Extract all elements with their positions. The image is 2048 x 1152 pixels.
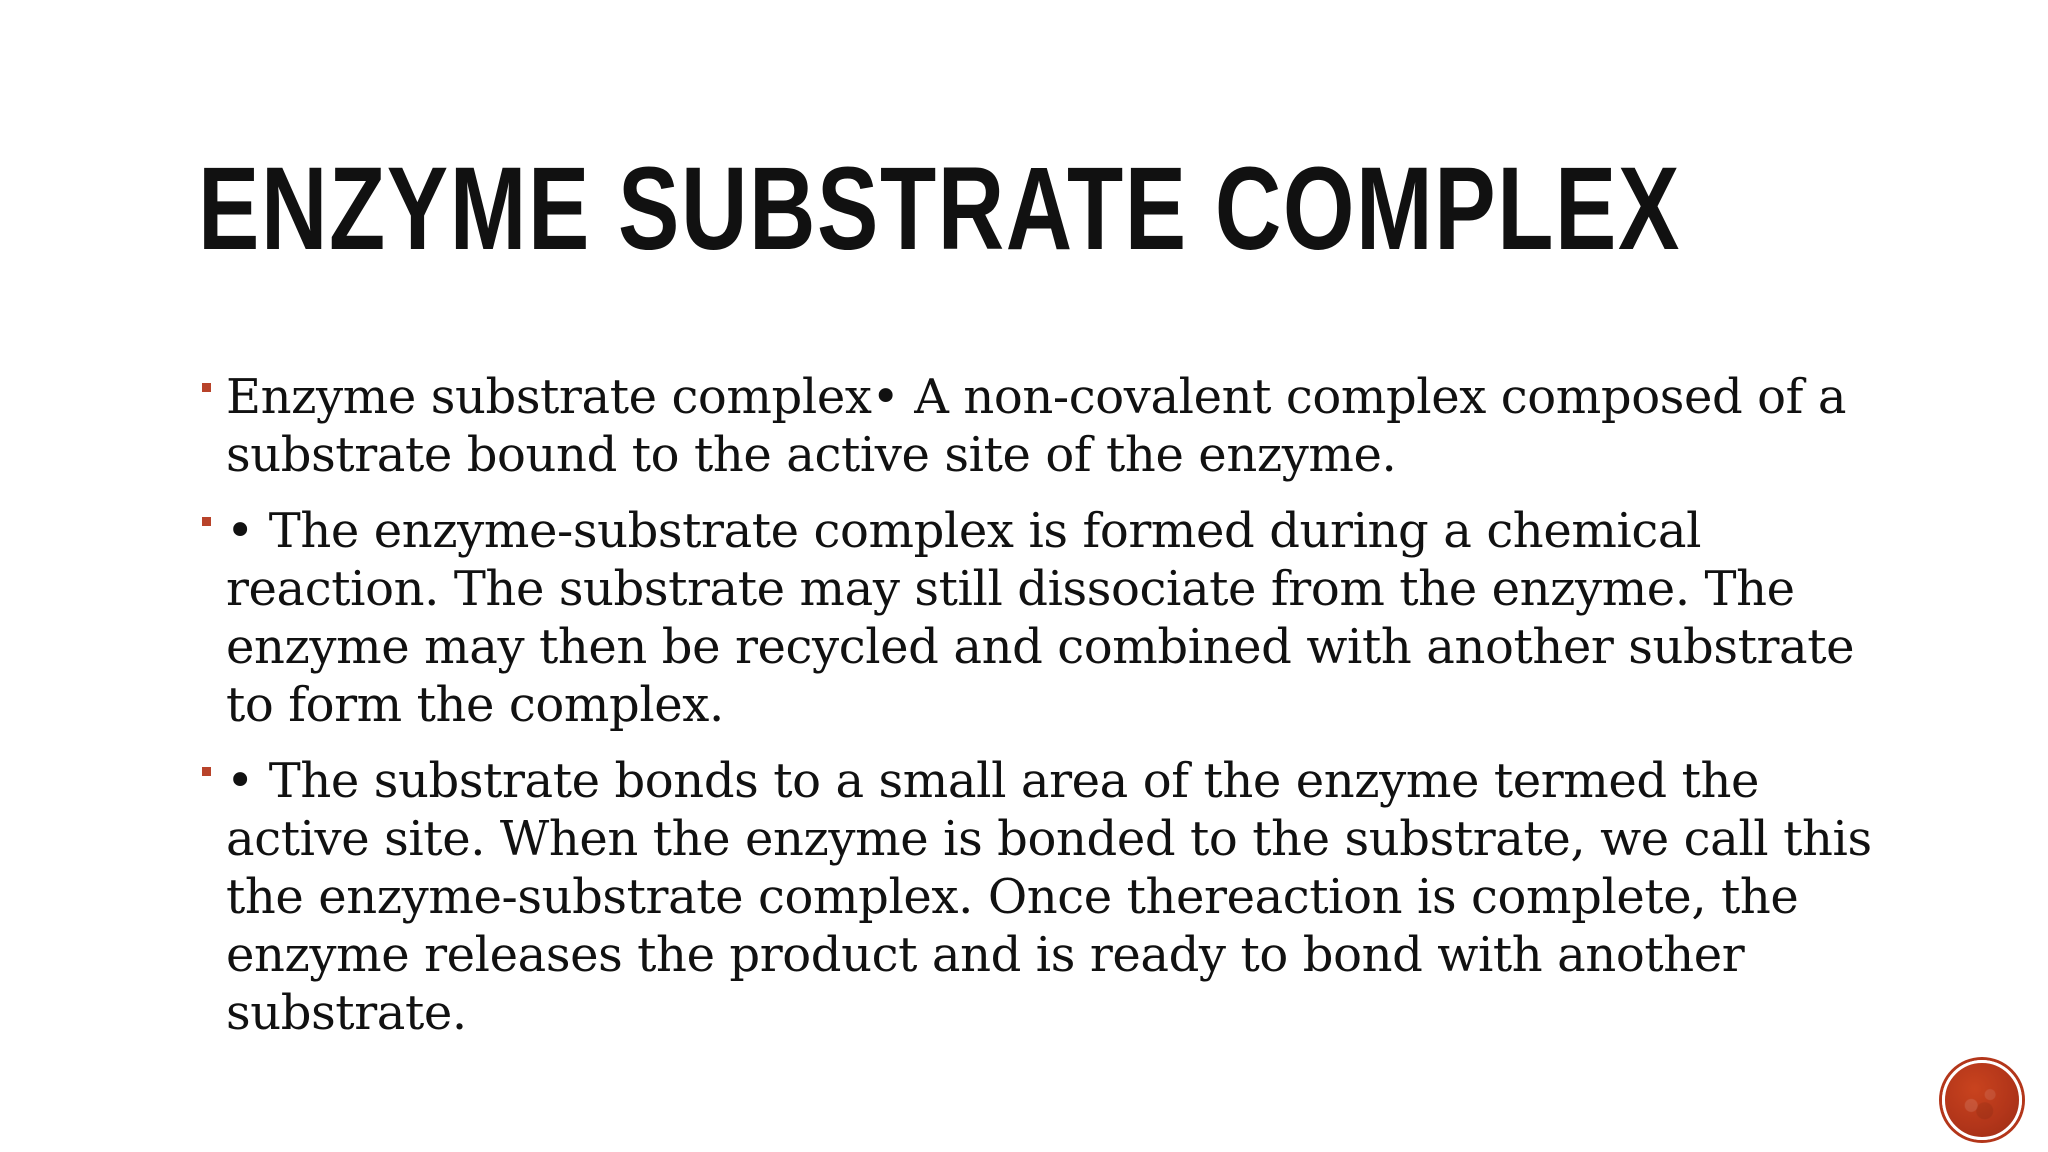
square-bullet-icon — [202, 383, 211, 392]
bullet-text: • The enzyme-substrate complex is formed during a chemical reaction. The substrate may still dissociate from the enzyme. The enzyme may then be recycled and combined with another substrate to form the complex. — [226, 503, 1855, 733]
bullet-item — [200, 752, 1890, 1042]
bullet-list — [200, 368, 1890, 1060]
square-bullet-icon — [202, 517, 211, 526]
bullet-item — [200, 502, 1890, 734]
square-bullet-icon — [202, 767, 211, 776]
bullet-text: • The substrate bonds to a small area of the enzyme termed the active site. When the enzyme is bonded to the substrate, we call this the enzyme-substrate complex. Once thereaction is complete, the enzyme releases the product and is ready to bond with another substrate. — [226, 753, 1872, 1041]
bullet-item — [200, 368, 1890, 484]
slide-nav-button[interactable] — [1942, 1060, 2022, 1140]
slide-title: ENZYME SUBSTRATE COMPLEX — [198, 143, 1681, 275]
bullet-text: Enzyme substrate complex• A non-covalent complex composed of a substrate bound to the active site of the enzyme. — [226, 369, 1847, 483]
circle-nav-icon — [1955, 1073, 2009, 1127]
